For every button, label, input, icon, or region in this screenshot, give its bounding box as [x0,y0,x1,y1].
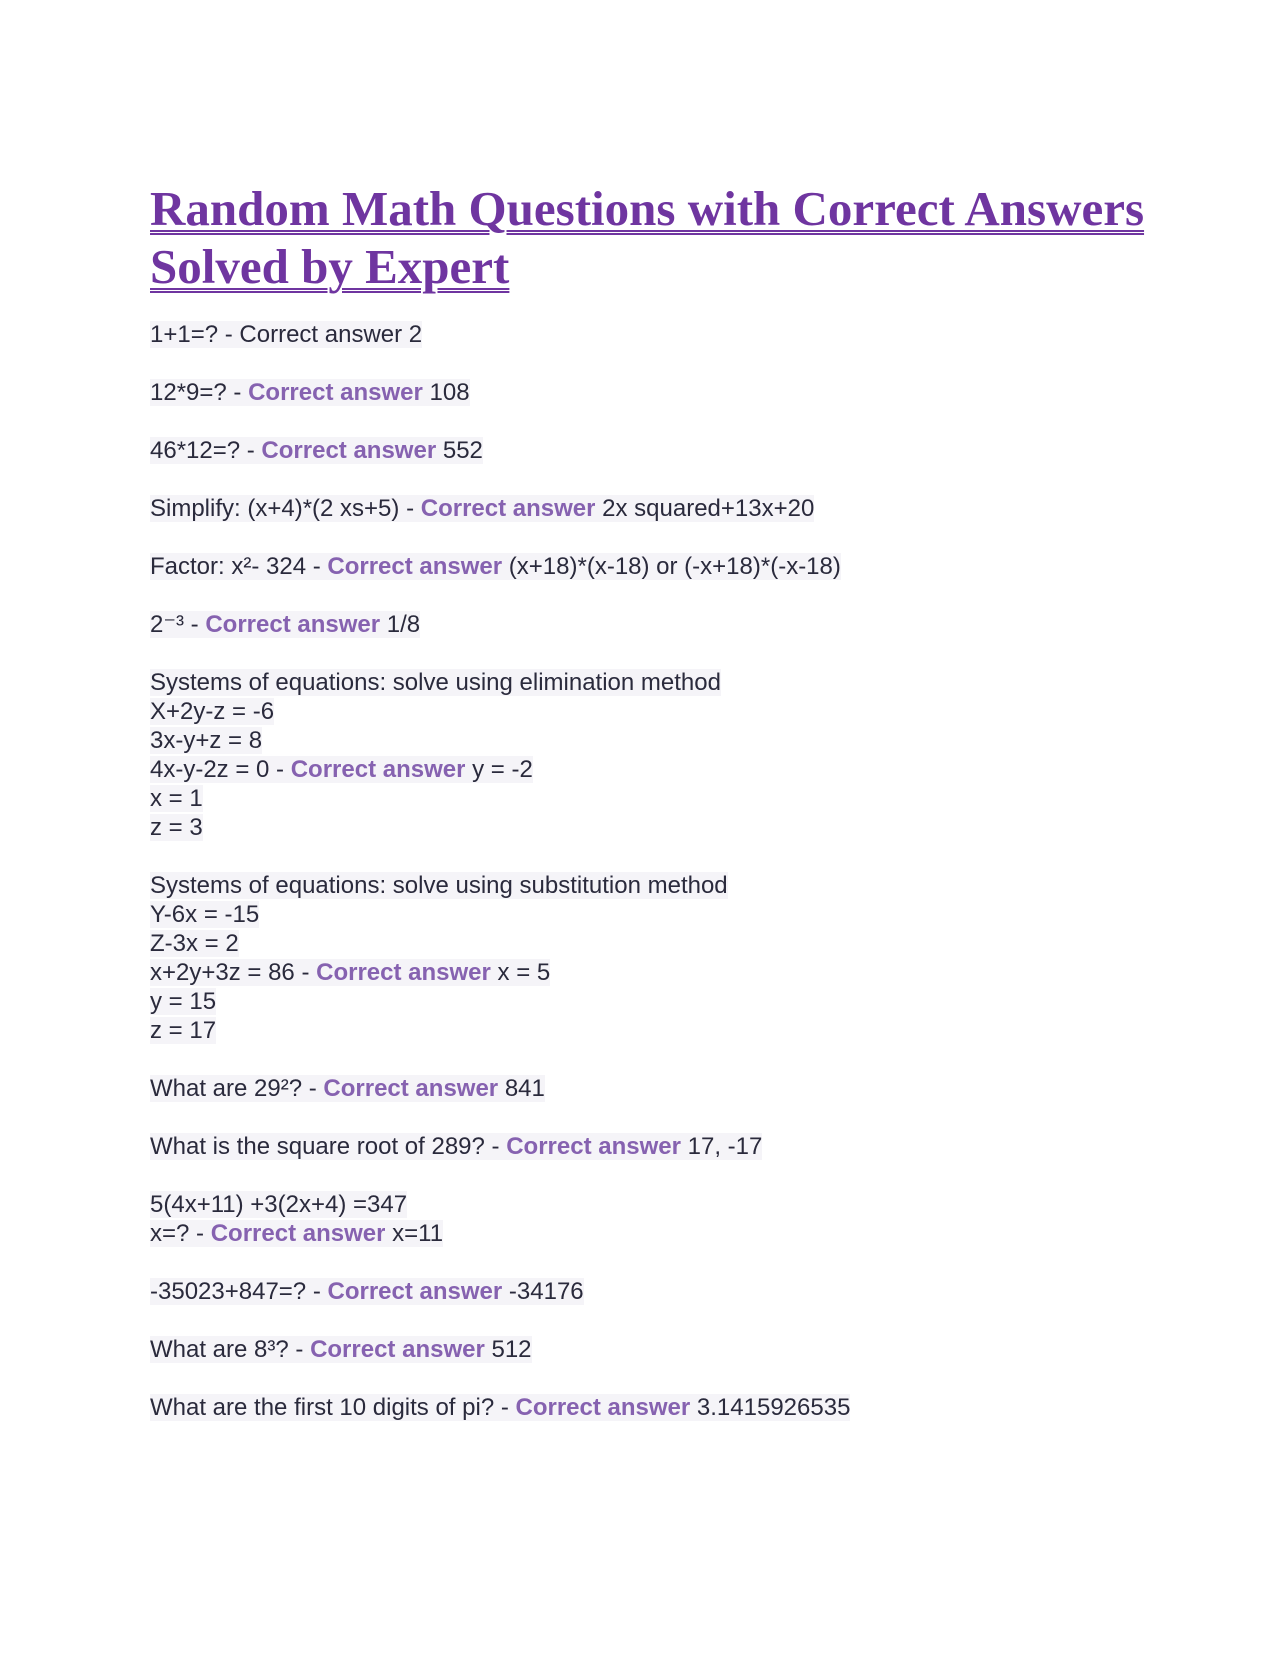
question-block [150,320,1150,349]
line-text: 1+1=? - Correct answer 2 [150,321,423,348]
text-line [150,1335,1150,1364]
correct-answer-label: Correct answer [323,1075,499,1102]
question-block [150,1132,1150,1161]
text-line [150,987,1150,1016]
text-line [150,697,1150,726]
correct-answer-label: Correct answer [310,1336,485,1363]
text-line [150,436,1150,465]
correct-answer-label: Correct answer [290,756,466,783]
question-block [150,1335,1150,1364]
document-page [150,180,1150,1451]
text-line [150,378,1150,407]
question-block [150,494,1150,523]
answer-value: x=11 [385,1220,444,1247]
question-block [150,871,1150,1045]
text-line [150,755,1150,784]
line-text: x+2y+3z = 86 - [150,959,317,986]
answer-value: (x+18)*(x-18) or (-x+18)*(-x-18) [502,553,841,580]
correct-answer-label: Correct answer [327,553,503,580]
correct-answer-label: Correct answer [506,1133,681,1160]
line-text: 12*9=? - [150,379,249,406]
line-text: Y-6x = -15 [150,901,260,928]
question-block [150,610,1150,639]
line-text: Simplify: (x+4)*(2 xs+5) - [150,495,421,522]
line-text: 4x-y-2z = 0 - [150,756,291,783]
text-line [150,784,1150,813]
correct-answer-label: Correct answer [248,379,423,406]
question-block [150,552,1150,581]
answer-value: 17, -17 [680,1133,763,1160]
line-text: Factor: x²- 324 - [150,553,328,580]
answer-value: 3.1415926535 [690,1394,851,1421]
line-text: Systems of equations: solve using substitution method [150,872,728,899]
text-line [150,871,1150,900]
line-text: x = 1 [150,785,203,812]
question-block [150,1074,1150,1103]
text-line [150,610,1150,639]
text-line [150,494,1150,523]
line-text: 5(4x+11) +3(2x+4) =347 [150,1191,408,1218]
correct-answer-label: Correct answer [515,1394,691,1421]
line-text: What is the square root of 289? - [150,1133,507,1160]
correct-answer-label: Correct answer [210,1220,386,1247]
line-text: 3x-y+z = 8 [150,727,263,754]
correct-answer-label: Correct answer [420,495,596,522]
line-text: 46*12=? - [150,437,262,464]
correct-answer-label: Correct answer [205,611,381,638]
question-block [150,436,1150,465]
line-text: 2⁻³ - [150,611,206,638]
text-line [150,1132,1150,1161]
text-line [150,668,1150,697]
text-line [150,813,1150,842]
line-text: y = 15 [150,988,217,1015]
correct-answer-label: Correct answer [261,437,437,464]
text-line [150,1074,1150,1103]
text-line [150,1277,1150,1306]
answer-value: 841 [498,1075,545,1102]
answer-value: -34176 [502,1278,584,1305]
line-text: x=? - [150,1220,211,1247]
question-block [150,1277,1150,1306]
text-line [150,1016,1150,1045]
line-text: Systems of equations: solve using elimination method [150,669,721,696]
text-line [150,1393,1150,1422]
line-text: What are the first 10 digits of pi? - [150,1394,516,1421]
text-line [150,1219,1150,1248]
text-line [150,726,1150,755]
answer-value: y = -2 [465,756,533,783]
correct-answer-label: Correct answer [316,959,491,986]
answer-value: 512 [484,1336,532,1363]
line-text: z = 3 [150,814,203,841]
correct-answer-label: Correct answer [327,1278,503,1305]
text-line [150,900,1150,929]
text-line [150,320,1150,349]
line-text: -35023+847=? - [150,1278,328,1305]
answer-value: 108 [422,379,470,406]
question-block [150,378,1150,407]
text-line [150,929,1150,958]
line-text: X+2y-z = -6 [150,698,275,725]
text-line [150,1190,1150,1219]
answer-value: 1/8 [380,611,421,638]
line-text: What are 29²? - [150,1075,324,1102]
question-list [150,320,1150,1422]
line-text: What are 8³? - [150,1336,311,1363]
line-text: z = 17 [150,1017,217,1044]
answer-value: x = 5 [490,959,551,986]
question-block [150,1190,1150,1248]
line-text: Z-3x = 2 [150,930,239,957]
text-line [150,958,1150,987]
text-line [150,552,1150,581]
answer-value: 552 [436,437,483,464]
page-title: Random Math Questions with Correct Answers Solved by Expert [150,181,1145,294]
answer-value: 2x squared+13x+20 [595,495,815,522]
question-block [150,668,1150,842]
question-block [150,1393,1150,1422]
